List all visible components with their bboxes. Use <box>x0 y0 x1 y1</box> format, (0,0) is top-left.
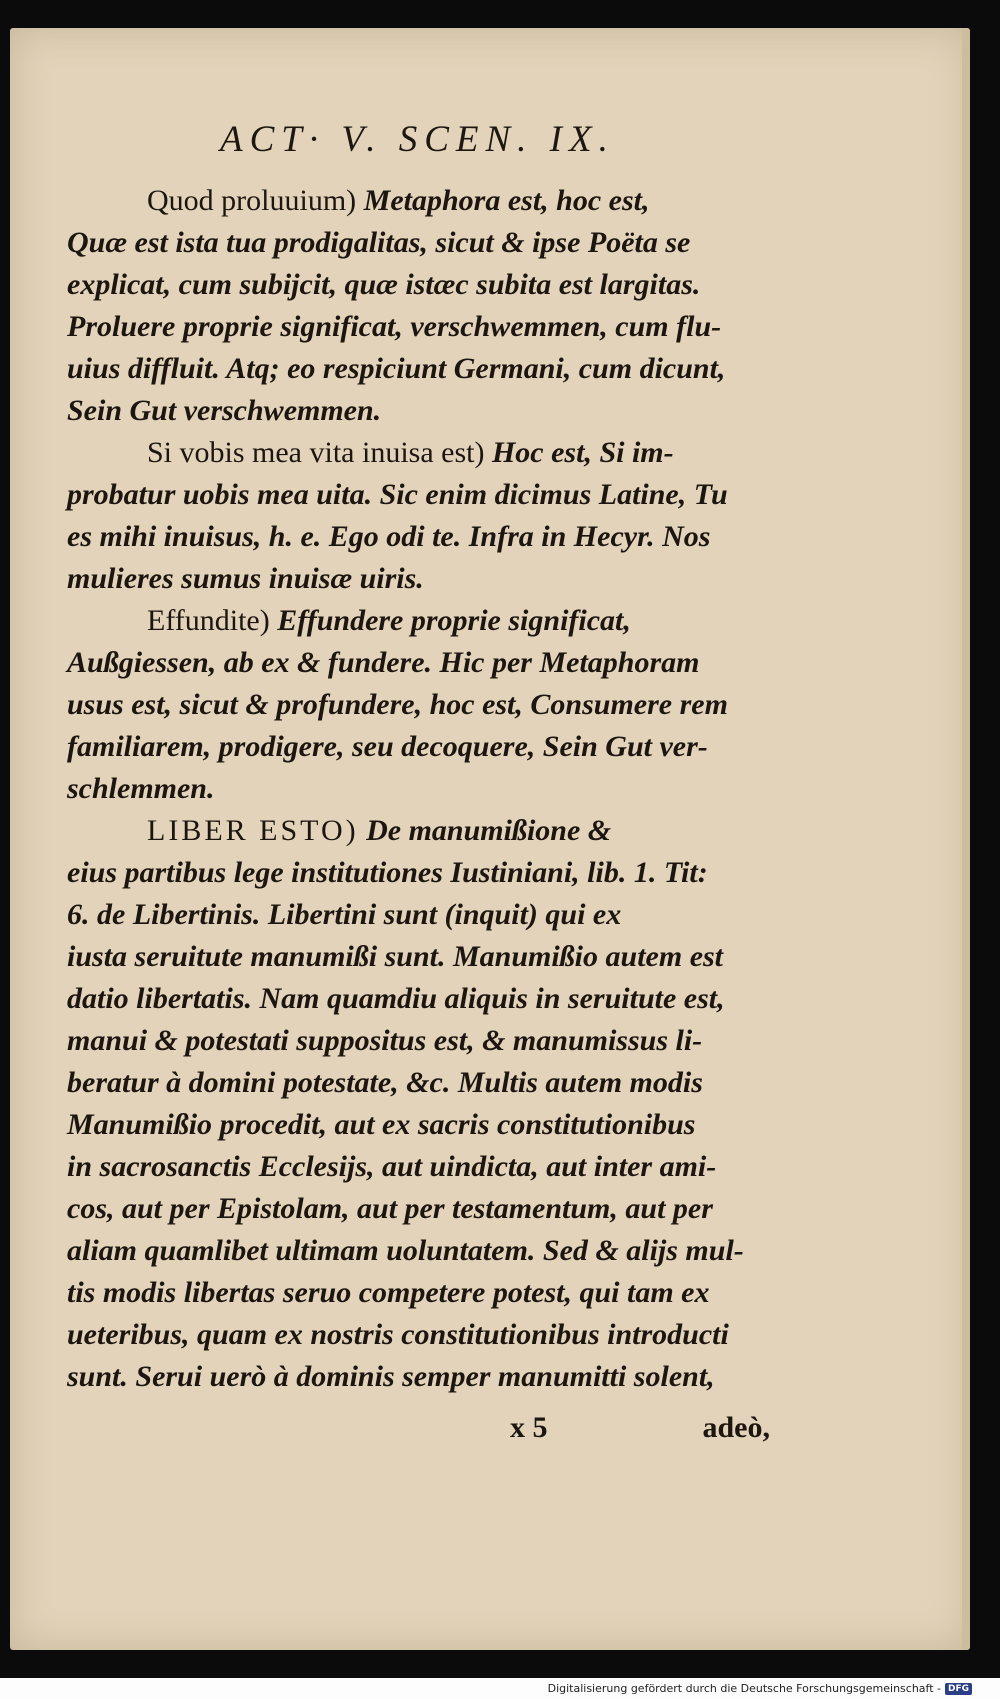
credit-text: Digitalisierung gefördert durch die Deutsche Forschungsgemeinschaft - <box>547 1682 941 1695</box>
text-line <box>67 180 767 222</box>
body-text <box>67 180 767 1398</box>
commentary-text: 6. de Libertinis. Libertini sunt (inquit) qui ex <box>67 898 622 931</box>
text-line <box>67 264 767 306</box>
text-line <box>67 1188 767 1230</box>
commentary-text: beratur à domini potestate, &c. Multis autem modis <box>67 1066 703 1099</box>
text-line <box>67 1272 767 1314</box>
dfg-logo: DFG <box>945 1683 972 1695</box>
commentary-text: Hoc est, Si im- <box>484 436 674 469</box>
text-line <box>67 390 767 432</box>
commentary-text: schlemmen. <box>67 772 215 805</box>
commentary-text: usus est, sicut & profundere, hoc est, Consumere rem <box>67 688 728 721</box>
text-line <box>67 810 767 852</box>
page-edge <box>962 28 970 1650</box>
digitization-credit <box>548 1682 972 1695</box>
commentary-text: manui & potestati suppositus est, & manumissus li- <box>67 1024 703 1057</box>
commentary-text: es mihi inuisus, h. e. Ego odi te. Infra in Hecyr. Nos <box>67 520 711 553</box>
commentary-text: ueteribus, quam ex nostris constitutionibus introducti <box>67 1318 729 1351</box>
running-header: ACT· V. SCEN. IX. <box>220 119 615 160</box>
catchline <box>510 1411 770 1445</box>
commentary-text: in sacrosanctis Ecclesijs, aut uindicta, aut inter ami- <box>67 1150 717 1183</box>
text-line <box>67 516 767 558</box>
text-line <box>67 726 767 768</box>
text-line <box>67 978 767 1020</box>
text-line <box>67 1146 767 1188</box>
commentary-text: Proluere proprie significat, verschwemmen, cum flu- <box>67 310 722 343</box>
text-line <box>67 306 767 348</box>
text-line <box>67 936 767 978</box>
commentary-text: iusta seruitute manumißi sunt. Manumißio autem est <box>67 940 724 973</box>
catchword: adeò, <box>702 1411 770 1444</box>
commentary-text: sunt. Serui uerò à dominis semper manumitti solent, <box>67 1360 715 1393</box>
text-line <box>67 894 767 936</box>
lemma: Si vobis mea vita inuisa est) <box>147 436 485 469</box>
text-line <box>67 558 767 600</box>
commentary-text: Effundere proprie significat, <box>269 604 631 637</box>
text-line <box>67 768 767 810</box>
commentary-text: De manumißione & <box>358 814 612 847</box>
commentary-text: Metaphora est, hoc est, <box>356 184 650 217</box>
text-line <box>67 1104 767 1146</box>
commentary-text: aliam quamlibet ultimam uoluntatem. Sed & alijs mul- <box>67 1234 744 1267</box>
commentary-text: probatur uobis mea uita. Sic enim dicimus Latine, Tu <box>67 478 728 511</box>
text-line <box>67 684 767 726</box>
text-line <box>67 432 767 474</box>
text-line <box>67 852 767 894</box>
commentary-text: familiarem, prodigere, seu decoquere, Sein Gut ver- <box>67 730 708 763</box>
commentary-text: Quæ est ista tua prodigalitas, sicut & ipse Poëta se <box>67 226 691 259</box>
lemma: Quod proluuium) <box>147 184 357 217</box>
commentary-text: Sein Gut verschwemmen. <box>67 394 382 427</box>
text-line <box>67 222 767 264</box>
commentary-text: explicat, cum subijcit, quæ istæc subita est largitas. <box>67 268 701 301</box>
text-line <box>67 1020 767 1062</box>
lemma: Effundite) <box>147 604 270 637</box>
commentary-text: uius diffluit. Atq; eo respiciunt Germani, cum dicunt, <box>67 352 726 385</box>
signature-mark: x 5 <box>510 1411 548 1444</box>
text-line <box>67 1356 767 1398</box>
commentary-text: datio libertatis. Nam quamdiu aliquis in seruitute est, <box>67 982 725 1015</box>
commentary-text: Manumißio procedit, aut ex sacris constitutionibus <box>67 1108 696 1141</box>
text-line <box>67 600 767 642</box>
commentary-text: cos, aut per Epistolam, aut per testamentum, aut per <box>67 1192 713 1225</box>
text-line <box>67 1230 767 1272</box>
text-line <box>67 474 767 516</box>
commentary-text: tis modis libertas seruo competere potest, qui tam ex <box>67 1276 710 1309</box>
lemma: LIBER ESTO) <box>147 814 359 847</box>
text-line <box>67 348 767 390</box>
commentary-text: eius partibus lege institutiones Iustiniani, lib. 1. Tit: <box>67 856 708 889</box>
text-line <box>67 1314 767 1356</box>
commentary-text: mulieres sumus inuisæ uiris. <box>67 562 424 595</box>
commentary-text: Außgiessen, ab ex & fundere. Hic per Metaphoram <box>67 646 700 679</box>
text-line <box>67 642 767 684</box>
text-line <box>67 1062 767 1104</box>
book-page <box>10 28 970 1650</box>
